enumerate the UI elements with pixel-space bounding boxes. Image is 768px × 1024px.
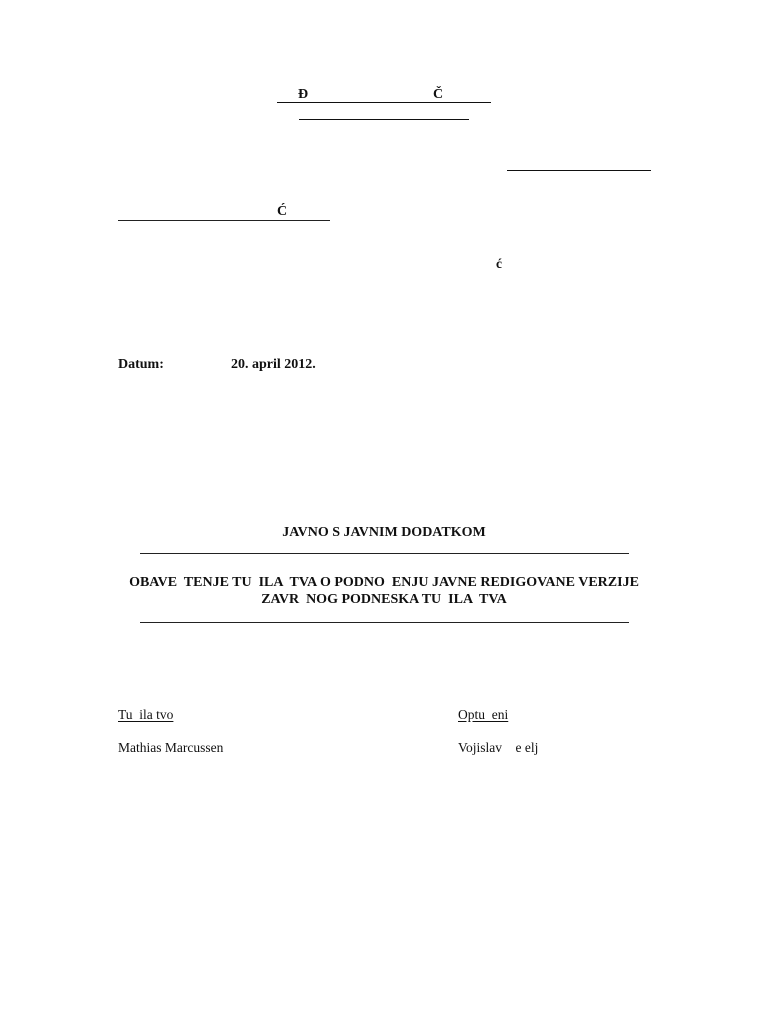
heading-line-2: ZAVR NOG PODNESKA TU ILA TVA bbox=[261, 592, 507, 607]
left-rule-char: Ć bbox=[277, 204, 288, 219]
heading-line-1: OBAVE TENJE TU ILA TVA O PODNO ENJU JAVNE REDIGOVANE VERZIJE bbox=[129, 575, 639, 590]
left-blank-rule bbox=[118, 220, 330, 221]
public-label: JAVNO S JAVNIM DODATKOM bbox=[282, 525, 486, 540]
prosecution-heading: Tu ila tvo bbox=[118, 707, 174, 722]
title-rule-bottom bbox=[140, 622, 629, 623]
prosecution-name: Mathias Marcussen bbox=[118, 740, 224, 755]
header-char-c: Č bbox=[433, 87, 444, 102]
header-char-d: Đ bbox=[298, 87, 309, 102]
title-rule-top bbox=[140, 553, 629, 554]
date-label: Datum: bbox=[118, 357, 164, 372]
header-rule-2 bbox=[299, 119, 469, 120]
right-blank-rule bbox=[507, 170, 651, 171]
header-rule-1 bbox=[277, 102, 491, 103]
date-value: 20. april 2012. bbox=[231, 357, 316, 372]
accused-name: Vojislav e elj bbox=[458, 740, 539, 755]
lone-char: ć bbox=[496, 256, 502, 271]
accused-heading: Optu eni bbox=[458, 707, 509, 722]
